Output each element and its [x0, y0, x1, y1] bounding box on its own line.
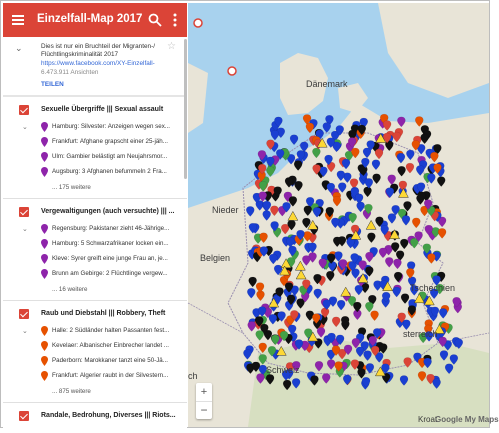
label-schweiz: Schweiz — [266, 365, 300, 375]
collapse-chevron-icon[interactable]: ⌄ — [22, 124, 28, 131]
list-item[interactable] — [3, 268, 187, 282]
layer-name[interactable]: Randale, Bedrohung, Diverses ||| Riots... — [41, 412, 176, 419]
item-text: Hamburg: 5 Schwarzafrikaner locken ein... — [52, 240, 169, 247]
layer-checkbox[interactable] — [19, 207, 29, 217]
zoom-control — [196, 383, 212, 419]
map-pin-icon — [41, 137, 48, 147]
item-text: Ulm: Gambier belästigt am Neujahrsmor... — [52, 153, 168, 160]
search-icon[interactable] — [147, 12, 163, 28]
zoom-out-button[interactable]: − — [196, 401, 212, 419]
list-item[interactable] — [3, 325, 187, 339]
app-bar — [3, 3, 187, 37]
item-text: Regensburg: Pakistaner zieht 46-Jährige... — [52, 225, 170, 232]
list-item[interactable] — [3, 370, 187, 384]
share-button[interactable]: TEILEN — [41, 81, 64, 88]
layer-section — [3, 301, 187, 403]
list-item[interactable] — [3, 151, 187, 165]
layer-checkbox[interactable] — [19, 411, 29, 421]
map-pin-icon — [41, 269, 48, 279]
map-pin-icon — [41, 167, 48, 177]
label-danemark: Dänemark — [306, 79, 348, 89]
map-pin-icon — [41, 239, 48, 249]
star-icon[interactable]: ☆ — [167, 41, 176, 52]
map-pin-icon — [41, 122, 48, 132]
app-title: Einzelfall-Map 2017 — [37, 13, 143, 25]
list-item[interactable] — [3, 166, 187, 180]
list-item[interactable] — [3, 136, 187, 150]
item-text: Brunn am Gebirge: 2 Flüchtlinge vergew... — [52, 270, 168, 277]
layer-name[interactable]: Vergewaltigungen (auch versuchte) ||| ... — [41, 208, 175, 215]
facebook-link[interactable]: https://www.facebook.com/XY-Einzelfall- — [41, 60, 155, 67]
more-vert-icon[interactable] — [169, 12, 181, 28]
zoom-in-button[interactable]: + — [200, 386, 208, 398]
list-item[interactable] — [3, 238, 187, 252]
item-text: Frankfurt: Algerier raubt in der Silvestern... — [52, 372, 169, 379]
more-items-link[interactable]: ... 175 weitere — [52, 184, 91, 191]
item-text: Kevelaer: Albanischer Einbrecher landet ... — [52, 342, 169, 349]
sidebar-scrollbar[interactable] — [184, 39, 187, 179]
collapse-chevron-icon[interactable]: ⌄ — [15, 43, 23, 53]
list-item[interactable] — [3, 355, 187, 369]
more-items-link[interactable]: ... 875 weitere — [52, 388, 91, 395]
menu-icon[interactable] — [9, 11, 27, 29]
list-item[interactable] — [3, 121, 187, 135]
map-pin-icon — [41, 224, 48, 234]
collapse-chevron-icon[interactable]: ⌄ — [22, 328, 28, 335]
item-text: Augsburg: 3 Afghanen befummeln 2 Fra... — [52, 168, 167, 175]
layer-checkbox[interactable] — [19, 105, 29, 115]
map-marker[interactable] — [194, 19, 202, 27]
view-count: 6.473.911 Ansichten — [41, 69, 99, 76]
label-belgien: Belgien — [200, 253, 231, 263]
layer-name[interactable]: Raub und Diebstahl ||| Robbery, Theft — [41, 310, 166, 317]
item-text: Halle: 2 Südländer halten Passanten fest... — [52, 327, 170, 334]
label-tschechien: Tschechien — [410, 283, 456, 293]
map-canvas[interactable] — [188, 3, 499, 427]
list-item[interactable] — [3, 253, 187, 267]
label-frankreich: ch — [188, 371, 198, 381]
map-drawing — [188, 3, 489, 427]
layer-section — [3, 199, 187, 301]
more-items-link[interactable]: ... 16 weitere — [52, 286, 88, 293]
map-description — [3, 37, 187, 95]
list-item[interactable] — [3, 340, 187, 354]
label-niederlande: Nieder — [212, 205, 239, 215]
map-pin-icon — [41, 152, 48, 162]
label-kroatien: Kroat — [418, 415, 438, 424]
map-pin-icon — [41, 341, 48, 351]
map-pin-icon — [41, 371, 48, 381]
item-text: Hamburg: Silvester: Anzeigen wegen sex... — [52, 123, 170, 130]
label-osterreich: sterreich — [403, 329, 438, 339]
layer-checkbox[interactable] — [19, 309, 29, 319]
map-pin-icon — [41, 356, 48, 366]
item-text: Kleve: Syrer greift eine junge Frau an, je... — [52, 255, 168, 262]
layer-section — [3, 403, 187, 433]
layer-section — [3, 97, 187, 199]
collapse-chevron-icon[interactable]: ⌄ — [22, 226, 28, 233]
map-pin-icon — [41, 326, 48, 336]
description-text: Dies ist nur ein Bruchteil der Migranten-/ Flüchtlingskriminalität 2017 — [41, 43, 156, 58]
map-pin-icon — [41, 254, 48, 264]
list-item[interactable] — [3, 223, 187, 237]
layer-name[interactable]: Sexuelle Übergriffe ||| Sexual assault — [41, 106, 164, 113]
item-text: Paderborn: Marokkaner tanzt eine 50-Jä... — [52, 357, 168, 364]
sidebar-panel — [3, 3, 187, 427]
item-text: Frankfurt: Afghane grapscht einer 25-jäh... — [52, 138, 168, 145]
google-brand: Google My Maps — [435, 415, 499, 424]
map-marker[interactable] — [228, 67, 236, 75]
